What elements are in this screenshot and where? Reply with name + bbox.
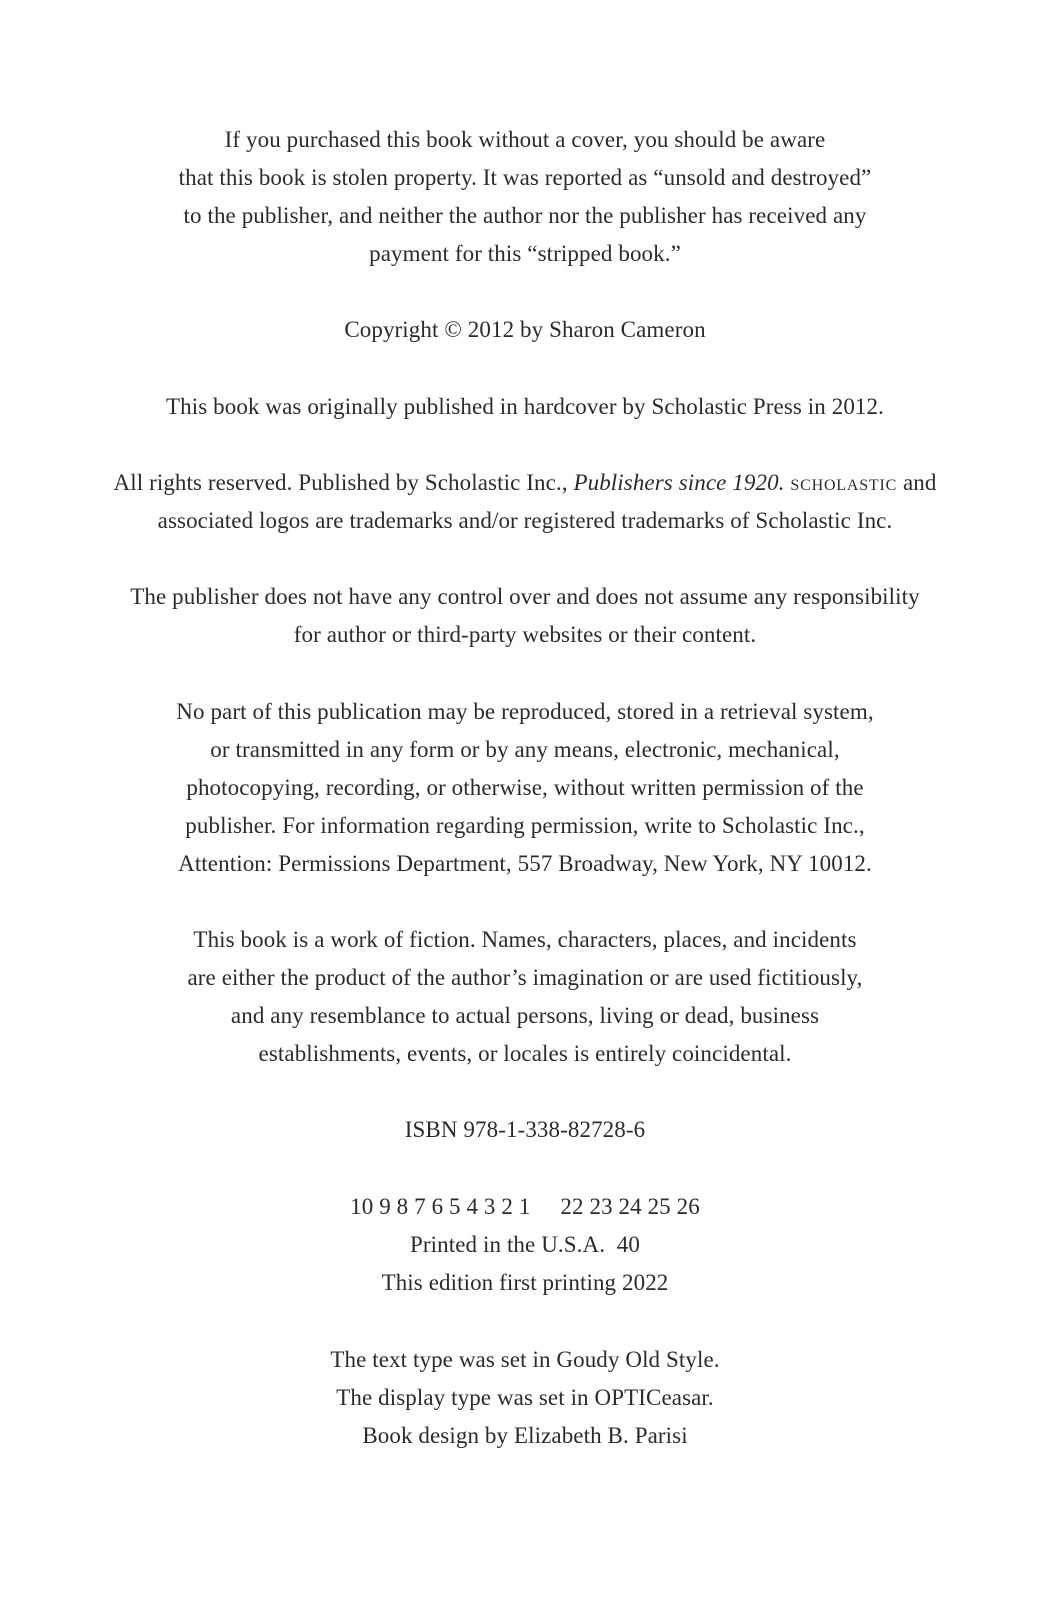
copyright-line: Copyright © 2012 by Sharon Cameron	[344, 317, 706, 342]
edition-line: This edition first printing 2022	[381, 1270, 669, 1295]
colophon-line-1: The text type was set in Goudy Old Style.	[330, 1347, 720, 1372]
notice-line-3: to the publisher, and neither the author nor the publisher has received any	[183, 203, 867, 228]
colophon-line-2: The display type was set in OPTICeasar.	[336, 1385, 714, 1410]
original-publication-line: This book was originally published in hardcover by Scholastic Press in 2012.	[166, 394, 884, 419]
isbn-line: ISBN 978-1-338-82728-6	[404, 1117, 646, 1142]
rights-text-end: and	[897, 470, 937, 495]
websites-disclaimer-line-1: The publisher does not have any control over and does not assume any responsibility	[130, 584, 920, 609]
print-year-numbers: 22 23 24 25 26	[560, 1194, 700, 1219]
rights-line-2: associated logos are trademarks and/or registered trademarks of Scholastic Inc.	[157, 508, 893, 533]
reproduction-line-1: No part of this publication may be reproduced, stored in a retrieval system,	[176, 699, 874, 724]
rights-line-1	[0, 464, 1050, 502]
printed-in-line: Printed in the U.S.A. 40	[410, 1232, 640, 1257]
fiction-line-2: are either the product of the author’s imagination or are used fictitiously,	[187, 965, 863, 990]
notice-line-4: payment for this “stripped book.”	[369, 241, 681, 266]
reproduction-line-3: photocopying, recording, or otherwise, without written permission of the	[186, 775, 864, 800]
fiction-line-1: This book is a work of fiction. Names, characters, places, and incidents	[193, 927, 857, 952]
websites-disclaimer-line-2: for author or third-party websites or their content.	[293, 622, 757, 647]
reproduction-line-2: or transmitted in any form or by any means, electronic, mechanical,	[210, 737, 840, 762]
publishers-since-italic: Publishers since 1920.	[573, 470, 785, 495]
printing-number-line	[0, 1188, 1050, 1226]
notice-line-1: If you purchased this book without a cover, you should be aware	[224, 127, 826, 152]
scholastic-trademark: scholastic	[790, 470, 898, 495]
print-run-numbers: 10 9 8 7 6 5 4 3 2 1	[350, 1194, 531, 1219]
fiction-line-4: establishments, events, or locales is entirely coincidental.	[258, 1041, 792, 1066]
reproduction-line-4: publisher. For information regarding permission, write to Scholastic Inc.,	[185, 813, 865, 838]
colophon-line-3: Book design by Elizabeth B. Parisi	[362, 1423, 688, 1448]
notice-line-2: that this book is stolen property. It was reported as “unsold and destroyed”	[178, 165, 872, 190]
rights-text-start: All rights reserved. Published by Scholastic Inc.,	[113, 470, 574, 495]
fiction-line-3: and any resemblance to actual persons, living or dead, business	[230, 1003, 820, 1028]
reproduction-line-5: Attention: Permissions Department, 557 Broadway, New York, NY 10012.	[178, 851, 872, 876]
